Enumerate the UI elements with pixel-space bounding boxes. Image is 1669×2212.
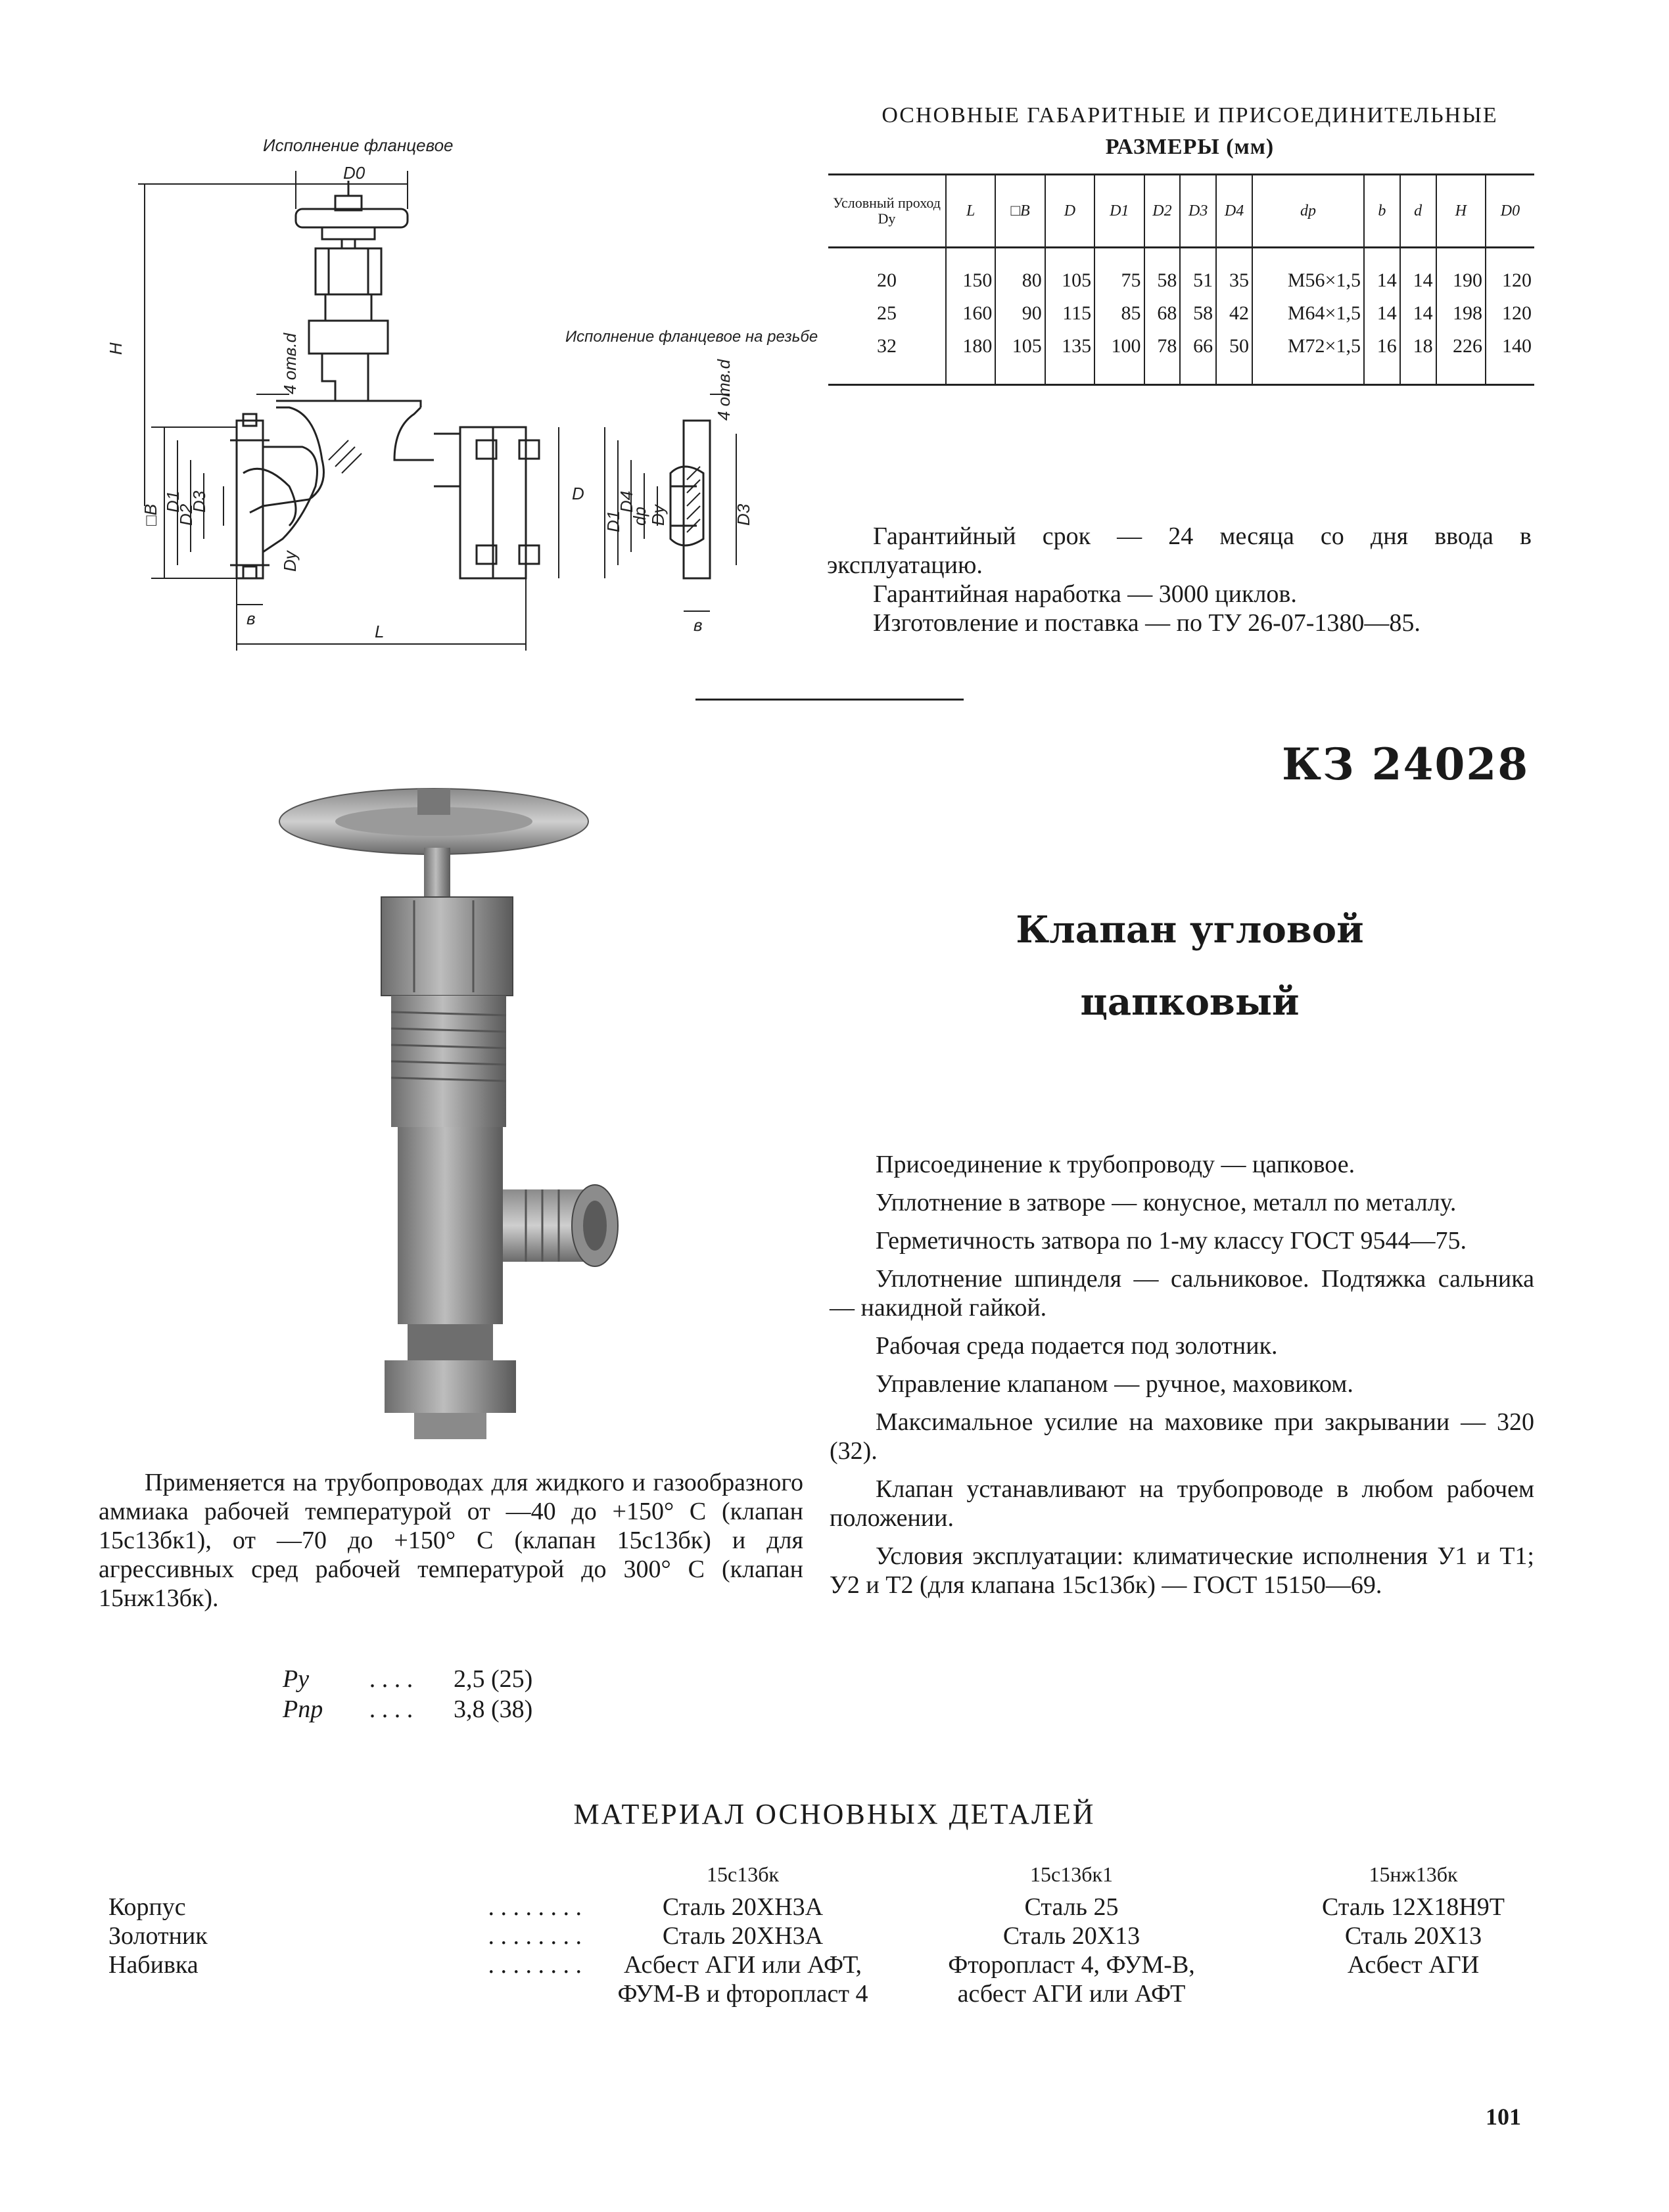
table-header: D1 [1094, 175, 1144, 248]
materials-col-header: 15с13бк [706, 1862, 780, 1886]
table-cell: 105 [1045, 248, 1094, 298]
table-cell: 190 [1436, 248, 1486, 298]
table-cell: M72×1,5 [1252, 330, 1364, 385]
table-cell: 180 [946, 330, 995, 385]
pressure-dots: . . . . [369, 1665, 413, 1693]
table-cell: 150 [946, 248, 995, 298]
valve-photo [276, 769, 670, 1446]
table-header: □B [995, 175, 1045, 248]
dim-label-Dy-right: Dy [648, 505, 668, 526]
materials-col-2 [920, 1893, 1223, 2008]
desc-conditions: Условия эксплуатации: климатические исполнения У1 и Т1; У2 и Т2 (для клапана 15с13бк) — ГОСТ 15150—69. [830, 1542, 1534, 1599]
table-title-line1: ОСНОВНЫЕ ГАБАРИТНЫЕ И ПРИСОЕДИНИТЕЛЬНЫЕ [882, 103, 1498, 127]
table-cell: 58 [1180, 297, 1216, 330]
table-cell: 50 [1216, 330, 1252, 385]
materials-cell: Асбест АГИ [1347, 1951, 1480, 1979]
table-cell: 25 [877, 302, 897, 324]
dim-label-Dy: Dy [280, 551, 300, 572]
valve-drawing [105, 118, 818, 664]
desc-max-force: Максимальное усилие на маховике при закрывании — 320 (32). [830, 1408, 1534, 1465]
product-title-line1: Клапан угловой [1016, 908, 1364, 952]
materials-part: Корпус [108, 1893, 186, 1921]
section-divider [695, 699, 964, 701]
dim-label-dp: dp [630, 507, 649, 526]
table-cell: 68 [1144, 297, 1181, 330]
product-title-line2: цапковый [1080, 980, 1300, 1024]
dim-label-D3-right: D3 [734, 503, 753, 526]
table-cell: 75 [1094, 248, 1144, 298]
table-header: Условный проход Dу [828, 175, 946, 248]
product-title [986, 894, 1394, 1038]
desc-stem-seal: Уплотнение шпинделя — сальниковое. Подтяжка сальника — накидной гайкой. [830, 1265, 1534, 1322]
table-row [828, 330, 1534, 385]
table-cell: 14 [1400, 248, 1436, 298]
materials-col-3 [1262, 1893, 1564, 1979]
dim-label-H: H [106, 342, 126, 355]
pressure-py-row [283, 1664, 651, 1694]
materials-cell: Сталь 20ХН3А [662, 1922, 824, 1950]
dim-label-b-right: в [693, 615, 703, 635]
table-cell: 42 [1216, 297, 1252, 330]
table-cell: 120 [1486, 248, 1534, 298]
desc-installation: Клапан устанавливают на трубопроводе в любом рабочем положении. [830, 1475, 1534, 1532]
table-cell: 226 [1436, 330, 1486, 385]
warranty-cycles: Гарантийная наработка — 3000 циклов. [873, 580, 1297, 608]
warranty-block [827, 522, 1532, 637]
pressure-py-value: 2,5 (25) [454, 1665, 533, 1693]
table-cell: 18 [1400, 330, 1436, 385]
materials-col-header: 15нж13бк [1369, 1862, 1458, 1886]
pressure-ppr-row [283, 1694, 651, 1724]
table-cell: 20 [877, 269, 897, 291]
table-cell: 198 [1436, 297, 1486, 330]
desc-seat-seal: Уплотнение в затворе — конусное, металл по металлу. [876, 1189, 1457, 1216]
desc-control: Управление клапаном — ручное, маховиком. [876, 1370, 1353, 1398]
desc-tightness: Герметичность затвора по 1-му классу ГОСТ 9544—75. [876, 1227, 1467, 1255]
dim-label-D4: D4 [617, 490, 636, 513]
materials-part: Золотник [108, 1922, 208, 1950]
materials-col-header: 15с13бк1 [1029, 1862, 1114, 1886]
materials-col-1 [588, 1893, 897, 2008]
table-header: D3 [1180, 175, 1216, 248]
dim-label-holes-left: 4 отв.d [280, 333, 300, 394]
table-cell: 51 [1180, 248, 1216, 298]
table-row [828, 297, 1534, 330]
table-row [828, 248, 1534, 298]
materials-title: МАТЕРИАЛ ОСНОВНЫХ ДЕТАЛЕЙ [573, 1798, 1096, 1830]
label-threaded-line: Исполнение фланцевое на резьбе [565, 328, 818, 346]
materials-cell: Сталь 20Х13 [1002, 1922, 1140, 1950]
table-cell: 115 [1045, 297, 1094, 330]
dim-label-D2: D2 [176, 503, 196, 526]
dim-label-b-left: в [247, 609, 256, 628]
dim-label-L: L [375, 622, 385, 641]
materials-leader: . . . . . . . . [488, 1893, 582, 1921]
table-cell: M64×1,5 [1252, 297, 1364, 330]
pressure-dots: . . . . [369, 1695, 413, 1723]
table-header: b [1364, 175, 1400, 248]
materials-leader: . . . . . . . . [488, 1922, 582, 1950]
table-cell: 32 [828, 330, 946, 385]
pressure-py-label: Pу [283, 1665, 310, 1693]
table-cell: 35 [1216, 248, 1252, 298]
table-cell: 160 [946, 297, 995, 330]
table-cell: 90 [995, 297, 1045, 330]
materials-cell: Сталь 20ХН3А [662, 1893, 824, 1921]
table-header: d [1400, 175, 1436, 248]
materials-leader: . . . . . . . . [488, 1951, 582, 1979]
materials-parts [108, 1893, 582, 1979]
application-text: Применяется на трубопроводах для жидкого и газообразного аммиака рабочей температурой от —40 до +150° С (клапан 15с13бк1), от —70 до +150° С (клапан 15с13бк) и для агрессивных сред рабочей температурой до 300° С (клапан 15нж13бк). [99, 1469, 803, 1612]
materials-cell: Асбест АГИ или АФТ, ФУМ-В и фторопласт 4 [617, 1951, 868, 2008]
table-header: D2 [1144, 175, 1181, 248]
materials-cell: Сталь 12Х18Н9Т [1321, 1893, 1505, 1921]
pressure-block [283, 1664, 651, 1724]
table-title [828, 100, 1551, 163]
materials-part-row [108, 1950, 582, 1979]
table-cell: 140 [1486, 330, 1534, 385]
materials-cell: Сталь 20Х13 [1344, 1922, 1482, 1950]
table-cell: 14 [1364, 297, 1400, 330]
table-header: D0 [1486, 175, 1534, 248]
table-cell: 66 [1180, 330, 1216, 385]
table-header: dр [1252, 175, 1364, 248]
dim-label-B: □B [141, 503, 160, 526]
warranty-spec: Изготовление и поставка — по ТУ 26-07-1380—85. [873, 609, 1421, 637]
materials-part: Набивка [108, 1951, 199, 1979]
page-number: 101 [1486, 2104, 1521, 2130]
table-header: L [946, 175, 995, 248]
dim-label-D3: D3 [189, 490, 209, 513]
table-header: D [1045, 175, 1094, 248]
product-code: КЗ 24028 [1282, 739, 1530, 790]
table-cell: 14 [1400, 297, 1436, 330]
table-title-line2: РАЗМЕРЫ (мм) [1105, 135, 1275, 159]
table-cell: 80 [995, 248, 1045, 298]
materials-cell: Фторопласт 4, ФУМ-В, асбест АГИ или АФТ [948, 1951, 1195, 2008]
dim-label-D: D [572, 484, 584, 503]
table-cell: 78 [1144, 330, 1181, 385]
table-cell: 16 [1364, 330, 1400, 385]
pressure-ppr-label: Pпр [283, 1695, 323, 1723]
dim-label-D1-right: D1 [603, 510, 623, 532]
table-cell: 105 [995, 330, 1045, 385]
table-header: D4 [1216, 175, 1252, 248]
table-cell: 135 [1045, 330, 1094, 385]
table-cell: 58 [1144, 248, 1181, 298]
dim-label-D1: D1 [163, 490, 183, 513]
pressure-ppr-value: 3,8 (38) [454, 1695, 533, 1723]
table-cell: 120 [1486, 297, 1534, 330]
materials-part-row [108, 1893, 582, 1922]
dim-label-D0: D0 [343, 163, 365, 183]
table-cell: 14 [1364, 248, 1400, 298]
materials-cell: Сталь 25 [1024, 1893, 1119, 1921]
warranty-term: Гарантийный срок — 24 месяца со дня ввода в эксплуатацию. [827, 522, 1532, 579]
dimensions-table [828, 173, 1534, 386]
table-cell: M56×1,5 [1252, 248, 1364, 298]
dim-label-holes-right: 4 отв.d [714, 359, 734, 421]
label-flange-version: Исполнение фланцевое [263, 135, 454, 155]
materials-part-row [108, 1922, 582, 1950]
desc-connection: Присоединение к трубопроводу — цапковое. [876, 1151, 1355, 1178]
desc-medium: Рабочая среда подается под золотник. [876, 1332, 1278, 1360]
description-block [830, 1150, 1534, 1600]
label-threaded-flange-version [565, 328, 818, 346]
table-cell: 85 [1094, 297, 1144, 330]
table-header-row [828, 175, 1534, 248]
table-cell: 100 [1094, 330, 1144, 385]
table-header: H [1436, 175, 1486, 248]
